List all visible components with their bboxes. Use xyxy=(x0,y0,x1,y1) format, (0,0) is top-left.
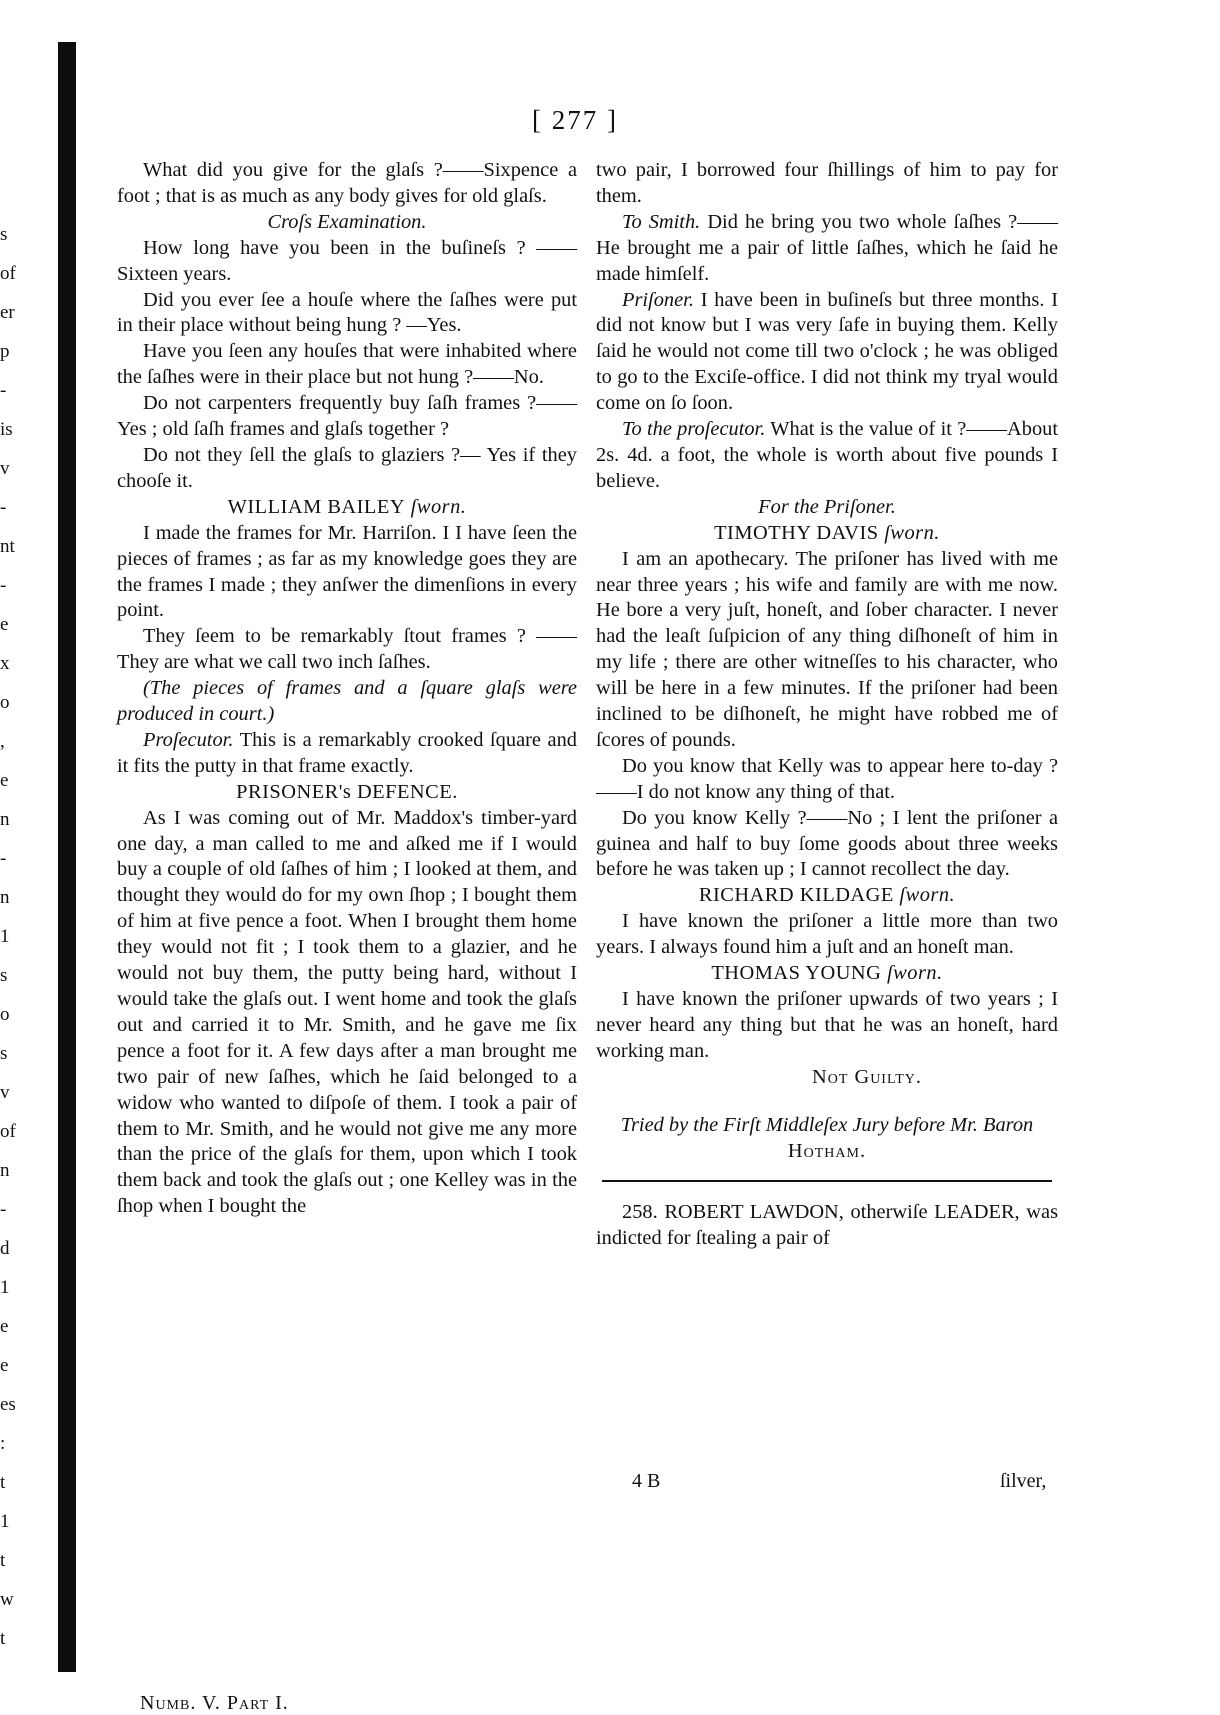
margin-fragment: o xyxy=(0,1004,10,1025)
margin-fragment: : xyxy=(0,1433,6,1454)
margin-fragment: n xyxy=(0,1160,10,1181)
speaker-label: Priſoner. xyxy=(622,288,694,311)
paragraph: Do not they ſell the glaſs to glaziers ?— Yes if they chooſe it. xyxy=(117,443,577,492)
paragraph: They ſeem to be remarkably ſtout frames ? ——They are what we call two inch ſaſhes. xyxy=(117,625,577,674)
section-rule xyxy=(602,1180,1052,1182)
judge-name: Hotham. xyxy=(787,1139,867,1162)
margin-fragment: s xyxy=(0,224,8,245)
sworn-label: ſworn. xyxy=(878,521,940,544)
paragraph-text: This is a remarkably crooked ſquare and it fits the putty in that frame exactly. xyxy=(117,728,577,777)
margin-fragment: s xyxy=(0,965,8,986)
margin-fragment: of xyxy=(0,263,16,284)
paragraph: I have known the priſoner upwards of two years ; I never heard any thing but that he was an honeſt, hard working man. xyxy=(596,988,1058,1062)
defence-heading: PRISONER's DEFENCE. xyxy=(236,780,458,803)
paragraph-text: I have been in buſineſs but three months. I did not know but I was very ſafe in buying them. Kelly ſaid he would not come till two o'clock ; he was obliged to go to the Exciſe-office. I did not think my tryal would come on ſo ſoon. xyxy=(596,288,1058,415)
trial-attribution xyxy=(596,1113,1058,1165)
section-subheading: Croſs Examination. xyxy=(267,210,427,233)
witness-heading xyxy=(596,521,1058,547)
margin-fragment: x xyxy=(0,653,10,674)
sworn-label: ſworn. xyxy=(405,495,467,518)
margin-fragment: is xyxy=(0,419,13,440)
margin-fragment: e xyxy=(0,770,9,791)
margin-fragment: - xyxy=(0,575,7,596)
paragraph xyxy=(596,210,1058,288)
margin-fragment: w xyxy=(0,1589,14,1610)
margin-fragment: n xyxy=(0,887,10,908)
sheet-signature-mark: 4 B xyxy=(632,1470,661,1492)
paragraph: Do you know Kelly ?——No ; I lent the priſoner a guinea and half to buy ſome goods about three weeks before he was taken up ; I cannot recollect the day. xyxy=(596,806,1058,881)
catchword: ſilver, xyxy=(1000,1470,1047,1492)
margin-fragment: , xyxy=(0,731,5,752)
margin-fragment: t xyxy=(0,1628,6,1649)
margin-fragment: t xyxy=(0,1550,6,1571)
paragraph: How long have you been in the buſineſs ? ——Sixteen years. xyxy=(117,236,577,285)
margin-fragment: v xyxy=(0,1082,10,1103)
margin-fragment: e xyxy=(0,1316,9,1337)
paragraph: Do not carpenters frequently buy ſaſh frames ?——Yes ; old ſaſh frames and glaſs together ? xyxy=(117,392,577,441)
witness-name: WILLIAM BAILEY xyxy=(227,495,406,518)
new-case-entry: 258. ROBERT LAWDON, otherwiſe LEADER, was indicted for ſtealing a pair of xyxy=(596,1201,1058,1250)
stage-direction: (The pieces of frames and a ſquare glaſs were produced in court.) xyxy=(117,677,577,726)
paragraph: I made the frames for Mr. Harriſon. I I have ſeen the pieces of frames ; as far as my knowledge goes they are the frames I made ; they anſwer the dimenſions in every point. xyxy=(117,521,577,622)
witness-name: RICHARD KILDAGE xyxy=(698,884,894,907)
margin-fragment: er xyxy=(0,302,15,323)
paragraph xyxy=(596,417,1058,495)
speaker-label: Proſecutor. xyxy=(143,728,234,751)
paragraph: I have known the priſoner a little more than two years. I always found him a juſt and an honeſt man. xyxy=(596,910,1058,959)
witness-name: THOMAS YOUNG xyxy=(711,962,882,985)
witness-heading xyxy=(117,495,577,521)
margin-fragment: d xyxy=(0,1238,10,1259)
witness-heading xyxy=(596,883,1058,909)
paragraph: As I was coming out of Mr. Maddox's timber-yard one day, a man called to me and aſked me if I would buy a couple of old ſaſhes of him ; I looked at them, and thought they would do for my own ſhop ; I bought them of him at five pence a foot. When I brought them home they would not fit ; I took them to a glazier, and he would not buy them, the putty being hard, without I would take the glaſs out. I went home and took the glaſs out and carried it to Mr. Smith, and he gave me ſix pence a foot for it. A few days after a man brought me two pair of new ſaſhes, which he ſaid belonged to a widow who wanted to diſpoſe of them. I took a pair of them to Mr. Smith, and he would not give me any more than the price of the glaſs for them, upon which I took them back and took the glaſs out ; one Kelley was in the ſhop when I bought the xyxy=(117,806,577,1218)
page-number: [ 277 ] xyxy=(532,105,618,135)
margin-fragment: n xyxy=(0,809,10,830)
margin-fragment: e xyxy=(0,1355,9,1376)
sworn-label: ſworn. xyxy=(893,884,956,907)
margin-fragment: 1 xyxy=(0,1277,10,1298)
paragraph xyxy=(117,728,577,780)
witness-heading xyxy=(596,961,1058,987)
binding-gutter xyxy=(58,42,76,1672)
margin-fragment: nt xyxy=(0,536,15,557)
section-subheading: For the Priſoner. xyxy=(758,495,896,518)
paragraph: Did you ever ſee a houſe where the ſaſhes were put in their place without being hung ? —Yes. xyxy=(117,288,577,337)
margin-fragment: es xyxy=(0,1394,16,1415)
margin-fragment: 1 xyxy=(0,926,10,947)
margin-fragment: t xyxy=(0,1472,6,1493)
verdict: Not Guilty. xyxy=(811,1065,922,1088)
margin-fragment: e xyxy=(0,614,9,635)
trial-text: Tried by the Firſt Middleſex Jury before Mr. Baron xyxy=(620,1113,1034,1136)
margin-fragment: - xyxy=(0,1199,7,1220)
speaker-label: To Smith. xyxy=(622,210,701,233)
paragraph-text: What is the value of it ?——About 2s. 4d. a foot, the whole is worth about five pounds I believe. xyxy=(596,418,1059,492)
margin-fragment: - xyxy=(0,848,7,869)
paragraph xyxy=(596,288,1058,418)
paragraph: Do you know that Kelly was to appear here to-day ?——I do not know any thing of that. xyxy=(596,754,1058,803)
sworn-label: ſworn. xyxy=(881,962,943,985)
paragraph: What did you give for the glaſs ?——Sixpence a foot ; that is as much as any body gives for old glaſs. xyxy=(117,159,577,207)
paragraph: I am an apothecary. The priſoner has lived with me near three years ; his wife and family are with me now. He bore a very juſt, honeſt, and ſober character. I never had the leaſt ſuſpicion of any thing diſhoneſt of him in my life ; there are other witneſſes to his character, who will be here in a few minutes. If the priſoner had been inclined to be diſhoneſt, he might have robbed me of ſcores of pounds. xyxy=(596,547,1058,751)
speaker-label: To the proſecutor. xyxy=(622,418,766,441)
margin-fragment: of xyxy=(0,1121,16,1142)
paragraph: Have you ſeen any houſes that were inhabited where the ſaſhes were in their place but not hung ?——No. xyxy=(117,340,577,389)
margin-fragment: - xyxy=(0,497,7,518)
margin-fragment: - xyxy=(0,380,7,401)
left-column xyxy=(117,158,577,1220)
right-column xyxy=(596,158,1058,1252)
margin-fragment: p xyxy=(0,341,10,362)
issue-signature: Numb. V. Part I. xyxy=(140,1692,289,1714)
margin-fragment: s xyxy=(0,1043,8,1064)
witness-name: TIMOTHY DAVIS xyxy=(714,521,879,544)
paragraph-text: Did he bring you two whole ſaſhes ?——He brought me a pair of little ſaſhes, which he ſaid he made himſelf. xyxy=(596,210,1058,285)
margin-fragment: 1 xyxy=(0,1511,10,1532)
paragraph: two pair, I borrowed four ſhillings of him to pay for them. xyxy=(596,159,1058,207)
margin-fragment: v xyxy=(0,458,10,479)
margin-fragment: o xyxy=(0,692,10,713)
